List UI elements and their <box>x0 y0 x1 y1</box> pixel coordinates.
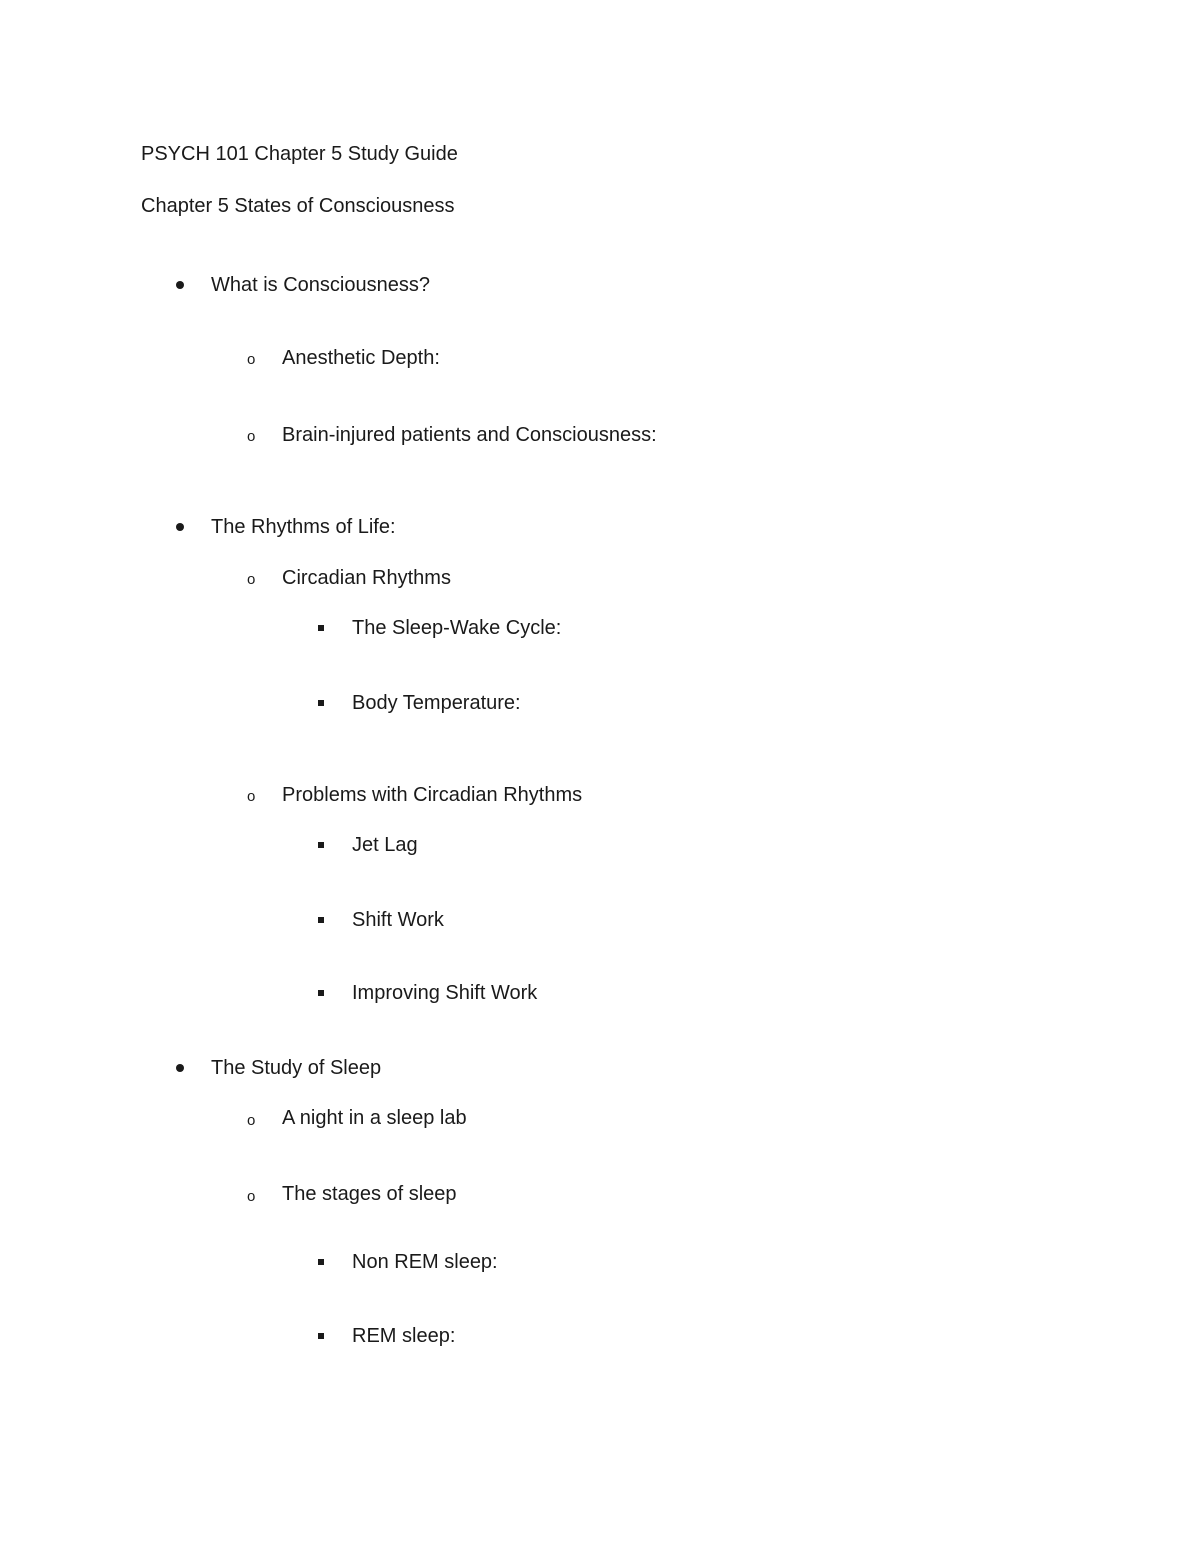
bullet-dot-icon <box>176 1064 184 1072</box>
bullet-square-icon <box>318 1333 324 1339</box>
bullet-square-icon <box>318 990 324 996</box>
bullet-square-icon <box>318 842 324 848</box>
bullet-square-icon <box>318 1259 324 1265</box>
outline-item-level3: The Sleep-Wake Cycle: <box>352 617 562 639</box>
document-title: PSYCH 101 Chapter 5 Study Guide <box>141 143 458 165</box>
bullet-circle-icon: o <box>247 428 256 445</box>
bullet-circle-icon: o <box>247 351 256 368</box>
bullet-square-icon <box>318 917 324 923</box>
bullet-circle-icon: o <box>247 1188 256 1205</box>
bullet-circle-icon: o <box>247 1112 256 1129</box>
outline-item-level2: Brain-injured patients and Consciousness: <box>282 424 657 446</box>
outline-item-level2: Circadian Rhythms <box>282 567 451 589</box>
outline-item-level2: Problems with Circadian Rhythms <box>282 784 583 806</box>
bullet-square-icon <box>318 700 324 706</box>
bullet-dot-icon <box>176 523 184 531</box>
document-subtitle: Chapter 5 States of Consciousness <box>141 195 455 217</box>
bullet-dot-icon <box>176 281 184 289</box>
bullet-square-icon <box>318 625 324 631</box>
outline-item-level2: A night in a sleep lab <box>282 1107 467 1129</box>
outline-item-level3: REM sleep: <box>352 1325 456 1347</box>
outline-item-level2: Anesthetic Depth: <box>282 347 440 369</box>
outline-item-level1: The Study of Sleep <box>211 1057 382 1079</box>
outline-item-level3: Body Temperature: <box>352 692 521 714</box>
outline-item-level1: The Rhythms of Life: <box>211 516 396 538</box>
outline-item-level1: What is Consciousness? <box>211 274 430 296</box>
outline-item-level3: Improving Shift Work <box>352 982 538 1004</box>
bullet-circle-icon: o <box>247 571 256 588</box>
bullet-circle-icon: o <box>247 788 256 805</box>
outline-item-level3: Jet Lag <box>352 834 418 856</box>
outline-item-level2: The stages of sleep <box>282 1183 457 1205</box>
outline-item-level3: Non REM sleep: <box>352 1251 498 1273</box>
outline-item-level3: Shift Work <box>352 909 444 931</box>
